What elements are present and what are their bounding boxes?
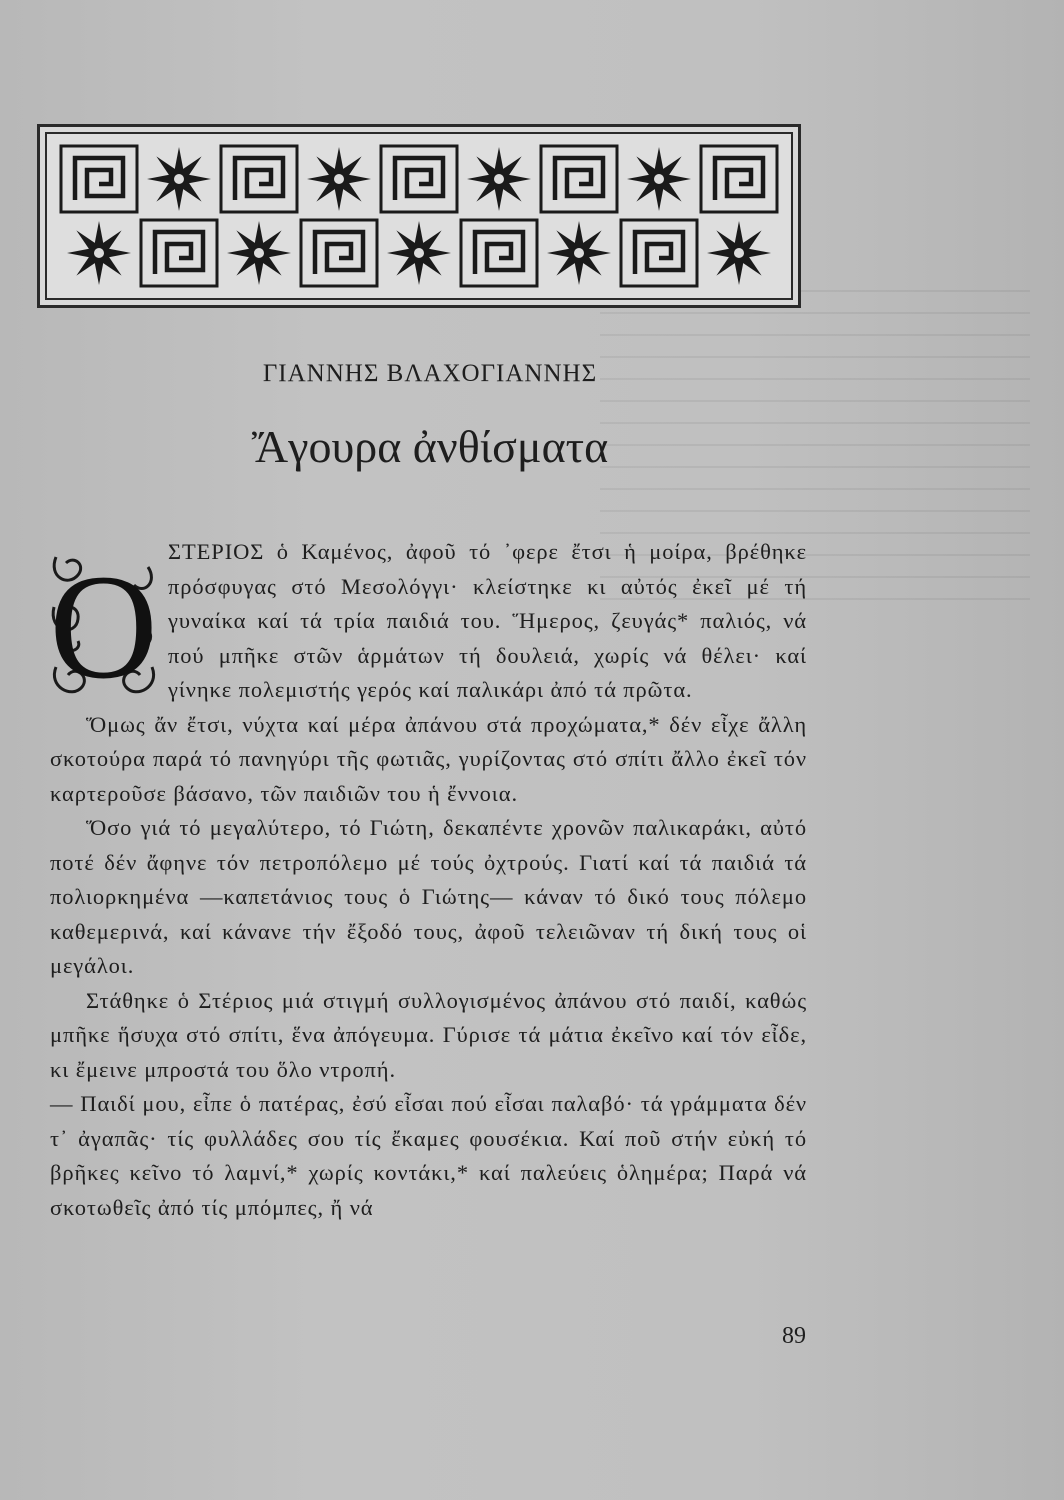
dropcap-letter: Ο [49,544,159,702]
star-ornament [627,147,691,211]
paragraph-4: Στάθηκε ὁ Στέριος μιά στιγμή συλλογισμένος ἀπάνου στό παιδί, καθώς μπῆκε ἥσυχα στό σπίτι, ἕνα ἀπόγευμα. Γύρισε τά μάτια ἐκεῖνο καί τόν εἶδε, κι ἔμεινε μπροστά του ὅλο ντροπή. [50,987,807,1082]
star-ornament [387,221,451,285]
star-ornament [707,221,771,285]
paragraph-5-dialogue: — Παιδί μου, εἶπε ὁ πατέρας, ἐσύ εἶσαι πού εἶσαι παλαβό· τά γράμματα δέν τ᾽ ἀγαπᾶς· τίς φυλλάδες σου τίς ἔκαμες φουσέκια. Καί ποῦ στήν εὐκή τό βρῆκες κεῖνο τό λαμνί,* χωρίς κοντάκι,* καί παλεύεις ὁλημέρα; Παρά νά σκοτωθεῖς ἀπό τίς μπόμπες, ἤ νά [50,1091,807,1220]
star-ornament [147,147,211,211]
star-ornament [307,147,371,211]
article-title: Ἄγουρα ἀνθίσματα [251,421,609,472]
page-number: 89 [782,1323,806,1349]
star-ornament [547,221,611,285]
star-ornament [67,221,131,285]
paragraph-2: Ὅμως ἄν ἔτσι, νύχτα καί μέρα ἀπάνου στά προχώματα,* δέν εἶχε ἄλλη σκοτούρα παρά τό πανηγύρι τῆς φωτιᾶς, γυρίζοντας στό σπίτι ἄλλο ἐκεῖ τόν καρτεροῦσε βάσανο, τῶν παιδιῶν του ἡ ἔννοια. [50,711,807,806]
paragraph-3: Ὅσο γιά τό μεγαλύτερο, τό Γιώτη, δεκαπέντε χρονῶν παλικαράκι, αὐτό ποτέ δέν ἄφηνε τόν πετροπόλεμο μέ τούς ὀχτρούς. Γιατί καί τά παιδιά τά πολιορκημένα —καπετάνιος τους ὁ Γιώτης— κάναν τό δικό τους πόλεμο καθεμερινά, καί κάνανε τήν ἔξοδό τους, ἀφοῦ τελειῶναν τή δική τους οἱ μεγάλοι. [50,815,807,978]
star-ornament [467,147,531,211]
author-name: ΓΙΑΝΝΗΣ ΒΛΑΧΟΓΙΑΝΝΗΣ [262,360,598,387]
dropcap-ornament [48,537,160,702]
paragraph-1: ΣΤΕΡΙΟΣ ὁ Καμένος, ἀφοῦ τό ᾽φερε ἔτσι ἡ μοίρα, βρέθηκε πρόσφυγας στό Μεσολόγγι· κλείστηκε κι αὐτός ἐκεῖ μέ τή γυναίκα καί τά τρία παιδιά του. Ἥμερος, ζευγάς* παλιός, νά πού μπῆκε στῶν ἁρμάτων τή δουλειά, χωρίς νά θέλει· καί γίνηκε πολεμιστής γερός καί παλικάρι ἀπό τά πρῶτα. [168,539,807,702]
article-body [50,535,807,1225]
star-ornament [227,221,291,285]
meander-star-ornament [37,124,801,308]
decorative-banner [37,124,801,308]
